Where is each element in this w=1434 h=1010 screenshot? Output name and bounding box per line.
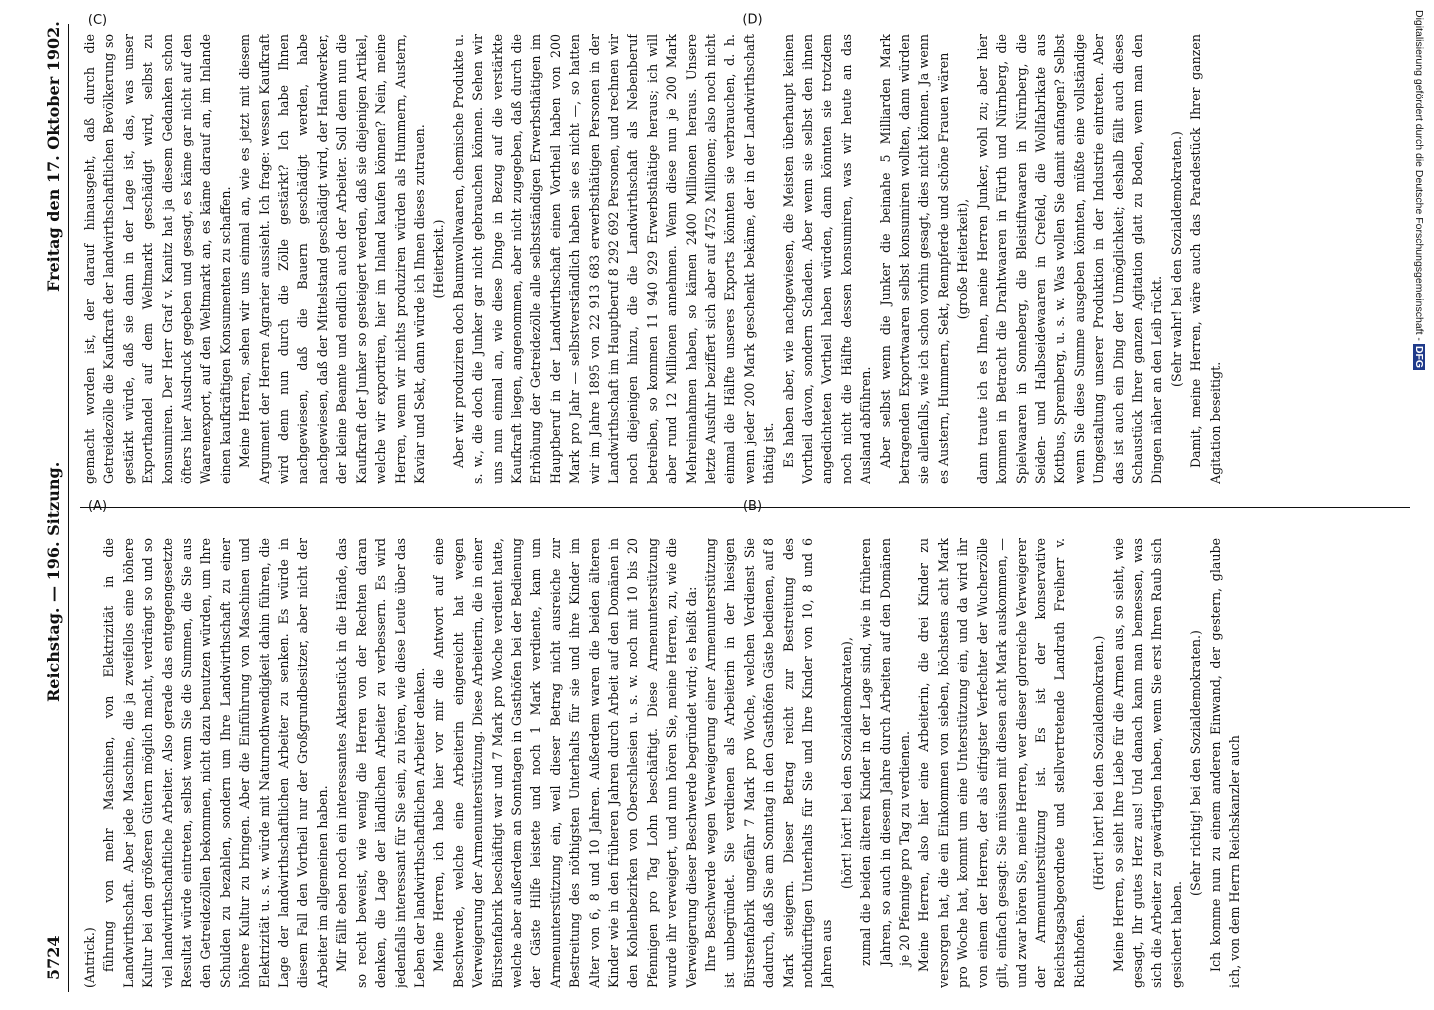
margin-mark-a: (A)	[87, 498, 108, 514]
interjection: (Sehr wahr! bei den Sozialdemokraten.)	[1168, 131, 1184, 387]
paragraph: Meine Herren, ich habe hier vor mir die Antwort auf eine Beschwerde, welche eine Arbeiterin eingereicht hat wegen Verweigerung der Armenunterstützung. Diese Arbeiterin, die in einer Bürstenfabrik beschäftigt war und 7 Mark pro Woche verdient hatte, welche aber außerdem an Sonntagen in Gasthöfen bei der Bedienung der Gäste Hilfe leistete und noch 1 Mark verdiente, kam um Armenunterstützung ein, weil dieser Betrag nicht ausreiche zur Bestreitung des nöthigsten Unterhalts für sie und ihre Kinder im Alter von 6, 8 und 10 Jahren. Außerdem waren die beiden älteren Kinder wie in den früheren Jahren durch Arbeit auf den Domänen in den Kohlenbezirken von Oberschlesien u. s. w. noch mit 10 bis 20 Pfennigen pro Tag Lohn beschäftigt. Diese Armenunterstützung wurde ihr verweigert, und nun hören Sie, meine Herren, zu, wie die Verweigerung dieser Beschwerde begründet wird; es heißt da:	[431, 538, 699, 988]
paragraph: Ihre Beschwerde wegen Verweigerung einer Armenunterstützung ist unbegründet. Sie verdienen als Arbeiterin in der hiesigen Bürstenfabrik ungefähr 7 Mark pro Woche, welchen Verdienst Sie dadurch, daß Sie am Sonntag in den Gasthöfen Gäste bedienen, auf 8 Mark steigern. Dieser Betrag reicht zur Bestreitung des nothdürftigen Unterhalts für Sie und Ihre Kinder von 10, 8 und 6 Jahren aus	[703, 538, 835, 988]
dfg-logo: DFG	[1413, 345, 1425, 369]
paragraph: Ich komme nun zu einem anderen Einwand, der gestern, glaube ich, von dem Herrn Reichskanzler auch	[1207, 538, 1242, 988]
dfg-note-text: Digitalisierung gefördert durch die Deutsche Forschungsgemeinschaft -	[1413, 10, 1425, 341]
interjection: (Heiterkeit.)	[431, 219, 447, 299]
interjection: (Hört! hört! bei den Sozialdemokraten.)	[1091, 635, 1107, 891]
paragraph: Meine Herren, so sieht Ihre Liebe für die Armen aus, so sieht, wie gesagt, Ihr gutes Herz aus! Und danach kann man bemessen, was sich die Arbeiter zu gewärtigen haben, wenn Sie erst Ihren Raub sich gesichert haben.	[1110, 538, 1184, 988]
paragraph: (Antrick.)	[82, 927, 97, 988]
paragraph: Es haben aber, wie nachgewiesen, die Meisten überhaupt keinen Vortheil davon, sondern Schaden. Aber wenn sie selbst den ihnen angedichteten Vortheil haben würden, dann könnten sie trotzdem noch nicht die Hälfte dessen konsumiren, was wir heute an das Ausland abführen.	[780, 34, 874, 484]
margin-mark-c: (C)	[87, 12, 108, 28]
interjection: (Sehr richtig! bei den Sozialdemokraten.)	[1188, 630, 1204, 896]
paragraph: gemacht worden ist, der darauf hinausgeht, daß durch die Getreidezölle die Kaufkraft der landwirthschaftlichen Bevölkerung so gestärkt würde, daß sie dann in der Lage ist, das, was unser Exporthandel auf dem Weltmarkt geschädigt wird, selbst zu konsumiren. Der Herr Graf v. Kanitz hat ja diesem Gedanken schon öfters hier Ausdruck gegeben und gesagt, es käme gar nicht auf den Waarenexport, auf den Weltmarkt an, es käme darauf an, im Inlande einen kaufkräftigen Konsumenten zu schaffen.	[82, 34, 233, 484]
paragraph: Mir fällt eben noch ein interessantes Aktenstück in die Hände, das so recht beweist, wie wenig die Herren von der Rechten daran denken, die Lage der ländlichen Arbeiter zu verbessern. Es wird jedenfalls interessant für Sie sein, zu hören, wie diese Leute über das Leben der landwirthschaftlichen Arbeiter denken.	[334, 538, 427, 988]
paragraph: führung von mehr Maschinen, von Elektrizität in die Landwirthschaft. Aber jede Maschine, die ja zweifellos eine höhere Kultur bei den größeren Gütern möglich macht, verdrängt so und so viel landwirthschaftliche Arbeiter. Also gerade das entgegengesetzte Resultat würde eintreten, selbst wenn Sie die Summen, die Sie aus den Getreidezöllen bekommen, nicht dazu benutzen würden, um Ihre Schulden zu bezahlen, sondern um Ihre Landwirthschaft zu einer höhere Kultur zu bringen. Aber die Einführung von Maschinen und Elektrizität u. s. w. würde mit Naturnothwendigkeit dahin führen, die Lage der landwirthschaftlichen Arbeiter zu senken. Es würde in diesem Fall den Vortheil nur der Großgrundbesitzer, aber nicht der Arbeiter im allgemeinen haben.	[101, 538, 330, 988]
paragraph: zumal die beiden älteren Kinder in der Lage sind, wie in früheren Jahren, so auch in diesem Jahre durch Arbeiten auf den Domänen je 20 Pfennige pro Tag zu verdienen.	[858, 538, 913, 966]
column-divider	[80, 507, 1410, 508]
paragraph: dann traute ich es Ihnen, meine Herren Junker, wohl zu; aber hier kommen in Betracht die Drahtwaaren in Fürth und Nürnberg, die Spielwaaren in Sonneberg, die Bleistiftwaaren in Nürnberg, die Seiden- und Halbseidewaaren in Crefeld, die Wollfabrikate aus Kottbus, Spremberg, u. s. w. Was wollen Sie damit anfangen? Selbst wenn Sie diese Summe ausgeben könnten, müßte eine vollständige Umgestaltung unserer Produktion in der Industrie eintreten. Aber das ist auch ein Ding der Unmöglichkeit; deshalb fällt auch dieses Schaustück Ihrer ganzen Agitation glatt zu Boden, wenn man den Dingen näher an den Leib rückt.	[974, 34, 1165, 484]
margin-mark-b: (B)	[742, 498, 763, 514]
paragraph: Aber wir produziren doch Baumwollwaaren, chemische Produkte u. s. w., die doch die Junker gar nicht gebrauchen können. Sehen wir uns nun einmal an, wie diese Dinge in Bezug auf die verstärkte Kaufkraft liegen, angenommen, aber nicht zugegeben, daß durch die Erhöhung der Getreidezölle alle selbstständigen Erwerbsthätigen im Hauptberuf in der Landwirthschaft einen Vortheil haben von 200 Mark pro Jahr — selbstverständlich haben sie es nicht —, so hatten wir im Jahre 1895 von 22 913 683 erwerbsthätigen Personen in der Landwirthschaft im Hauptberuf 8 292 692 Personen, und rechnen wir noch diejenigen hinzu, die die Landwirthschaft als Nebenberuf betreiben, so kommen 11 940 929 Erwerbsthätige heraus; ich will aber rund 12 Millionen annehmen. Wenn diese nun je 200 Mark Mehreinnahmen haben, so kämen 2400 Millionen heraus. Unsere letzte Ausfuhr beziffert sich aber auf 4752 Millionen; also noch nicht einmal die Hälfte unseres Exports könnten sie verbrauchen, d. h. wenn jeder 200 Mark geschenkt bekäme, der in der Landwirthschaft thätig ist.	[450, 34, 777, 484]
session-title: Reichstag. — 196. Sitzung.	[44, 461, 63, 702]
paragraph: Meine Herren, sehen wir uns einmal an, wie es jetzt mit diesem Argument der Herren Agrarier aussieht. Ich frage: wessen Kaufkraft wird denn nun durch die Zölle gestärkt? Ich habe Ihnen nachgewiesen, daß die Bauern geschädigt werden, habe nachgewiesen, daß der Mittelstand geschädigt wird, der Handwerker, der kleine Beamte und endlich auch der Arbeiter. Soll denn nun die Kaufkraft der Junker so gesteigert werden, daß sie diejenigen Artikel, welche wir exportiren, hier im Inland kaufen können? Nein, meine Herren, wenn wir nichts produziren würden als Hummern, Austern, Kaviar und Sekt, dann würde ich Ihnen dieses zutrauen.	[237, 34, 427, 484]
page-number: 5724	[44, 935, 63, 980]
paragraph: Aber selbst wenn die Junker die beinahe 5 Milliarden Mark betragenden Exportwaaren selbst konsumiren wollten, dann würden sie allenfalls, wie ich schon vorhin gesagt, dies nicht können. Ja wenn es Austern, Hummern, Sekt, Rennpferde und schöne Frauen wären	[877, 34, 951, 484]
margin-mark-d: (D)	[742, 12, 763, 28]
right-text-column	[80, 34, 1410, 484]
header-rule	[68, 24, 69, 992]
dfg-side-note	[1405, 0, 1433, 1000]
session-date: Freitag den 17. Oktober 1902.	[44, 21, 63, 292]
page-header	[36, 21, 70, 992]
interjection: (hört! hört! bei den Sozialdemokraten),	[838, 637, 854, 889]
interjection: (große Heiterkeit),	[955, 198, 971, 320]
left-text-column	[80, 538, 1410, 988]
paragraph: Meine Herren, also hier eine Arbeiterin, die drei Kinder zu versorgen hat, die ein Einkommen von sieben, höchstens acht Mark pro Woche hat, kommt um eine Unterstützung ein, und da wird ihr von einem der Herren, der als eifrigster Verfechter der Wucherzölle gilt, einfach gesagt: Sie müssen mit diesen acht Mark auskommen, — und zwar hören Sie, meine Herren, wer dieser glorreiche Verweigerer der Armenunterstützung ist. Es ist der konservative Reichstagsabgeordnete und stellvertretende Landrath Freiherr v. Richthofen.	[916, 538, 1087, 988]
paragraph: Damit, meine Herren, wäre auch das Paradestück Ihrer ganzen Agitation beseitigt.	[1188, 34, 1223, 484]
